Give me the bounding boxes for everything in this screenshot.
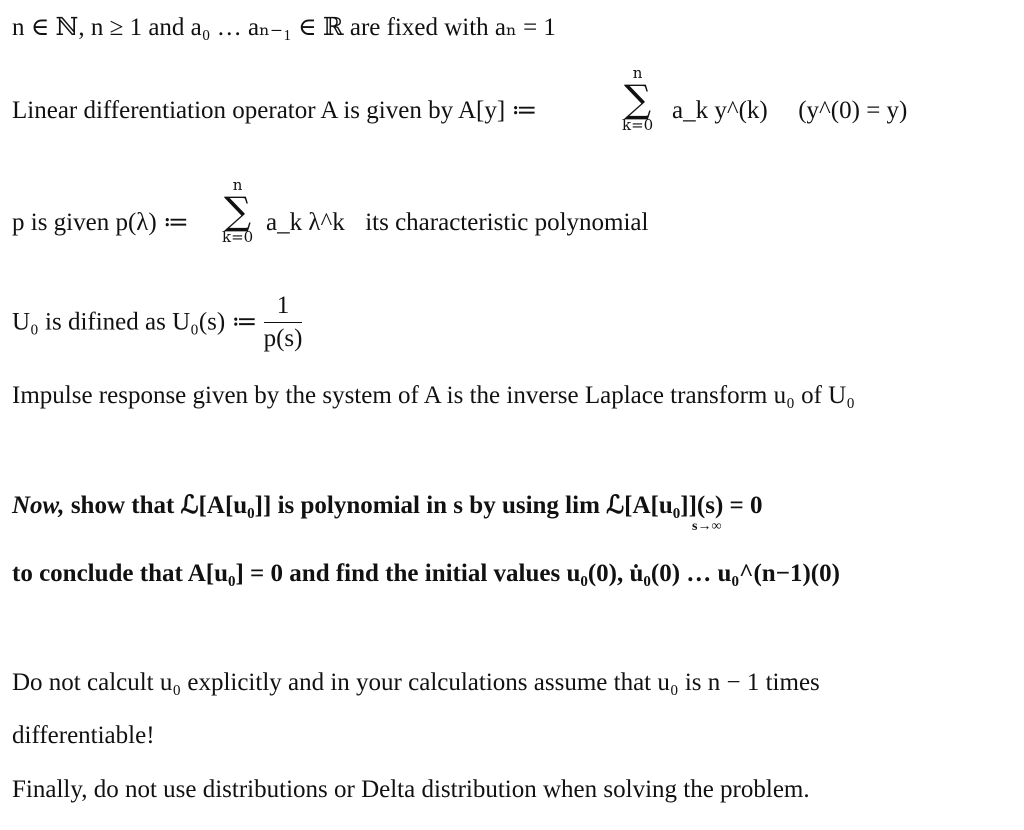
transfer-definition-text: U₀ is difined as U₀(s) ≔ [12,308,258,336]
polynomial-suffix: its characteristic polynomial [365,209,649,236]
operator-summand: a_k y^(k) [672,97,768,124]
instruction-text-1: Do not calcult u₀ explicitly and in your calculations assume that u₀ is n − 1 times [12,669,820,696]
statement-line-1 [12,14,556,42]
sum-upper-limit: n [632,64,643,82]
polynomial-term [266,209,648,237]
operator-definition-text: Linear differentiation operator A is given by A[y] ≔ [12,97,538,124]
sigma-icon: ∑ [224,189,252,233]
instruction-text-2: differentiable! [12,722,155,749]
statement-line-3 [12,209,189,237]
fraction [264,292,303,352]
instruction-line-1 [12,669,820,697]
now-label: Now, [12,492,65,519]
operator-term [672,97,907,125]
limit-subscript [692,519,721,534]
statement-line-5 [12,382,855,410]
sum-lower-limit: k=0 [222,228,254,246]
statement-line-2 [12,97,537,125]
impulse-response-text: Impulse response given by the system of A is the inverse Laplace transform u₀ of U₀ [12,382,855,409]
sum-symbol-polynomial [222,176,253,246]
statement-line-4 [12,292,302,352]
fraction-denominator: p(s) [263,324,303,352]
instruction-line-3 [12,776,810,804]
task-line-1 [12,492,763,520]
polynomial-definition-text: p is given p(λ) ≔ [12,209,189,236]
sum-upper-limit: n [232,176,243,194]
task-text-2: to conclude that A[u₀] = 0 and find the initial values u₀(0), u̇₀(0) … u₀^(n−1)(0) [12,560,840,587]
sum-lower-limit: k=0 [622,116,654,134]
instruction-text-3: Finally, do not use distributions or Delta distribution when solving the problem. [12,776,810,803]
operator-note: (y^(0) = y) [798,97,908,124]
given-text: n ∈ ℕ, n ≥ 1 and a₀ … aₙ₋₁ ∈ ℝ are fixed with aₙ = 1 [12,14,556,41]
instruction-line-2 [12,722,155,750]
sigma-icon: ∑ [624,77,652,121]
task-line-2 [12,560,840,588]
fraction-numerator: 1 [264,292,303,323]
polynomial-summand: a_k λ^k [266,209,345,236]
limit-condition: s→∞ [692,519,722,534]
sum-symbol-operator [622,64,653,134]
task-text-1: show that ℒ[A[u₀]] is polynomial in s by using lim ℒ[A[u₀]](s) = 0 [70,492,763,519]
